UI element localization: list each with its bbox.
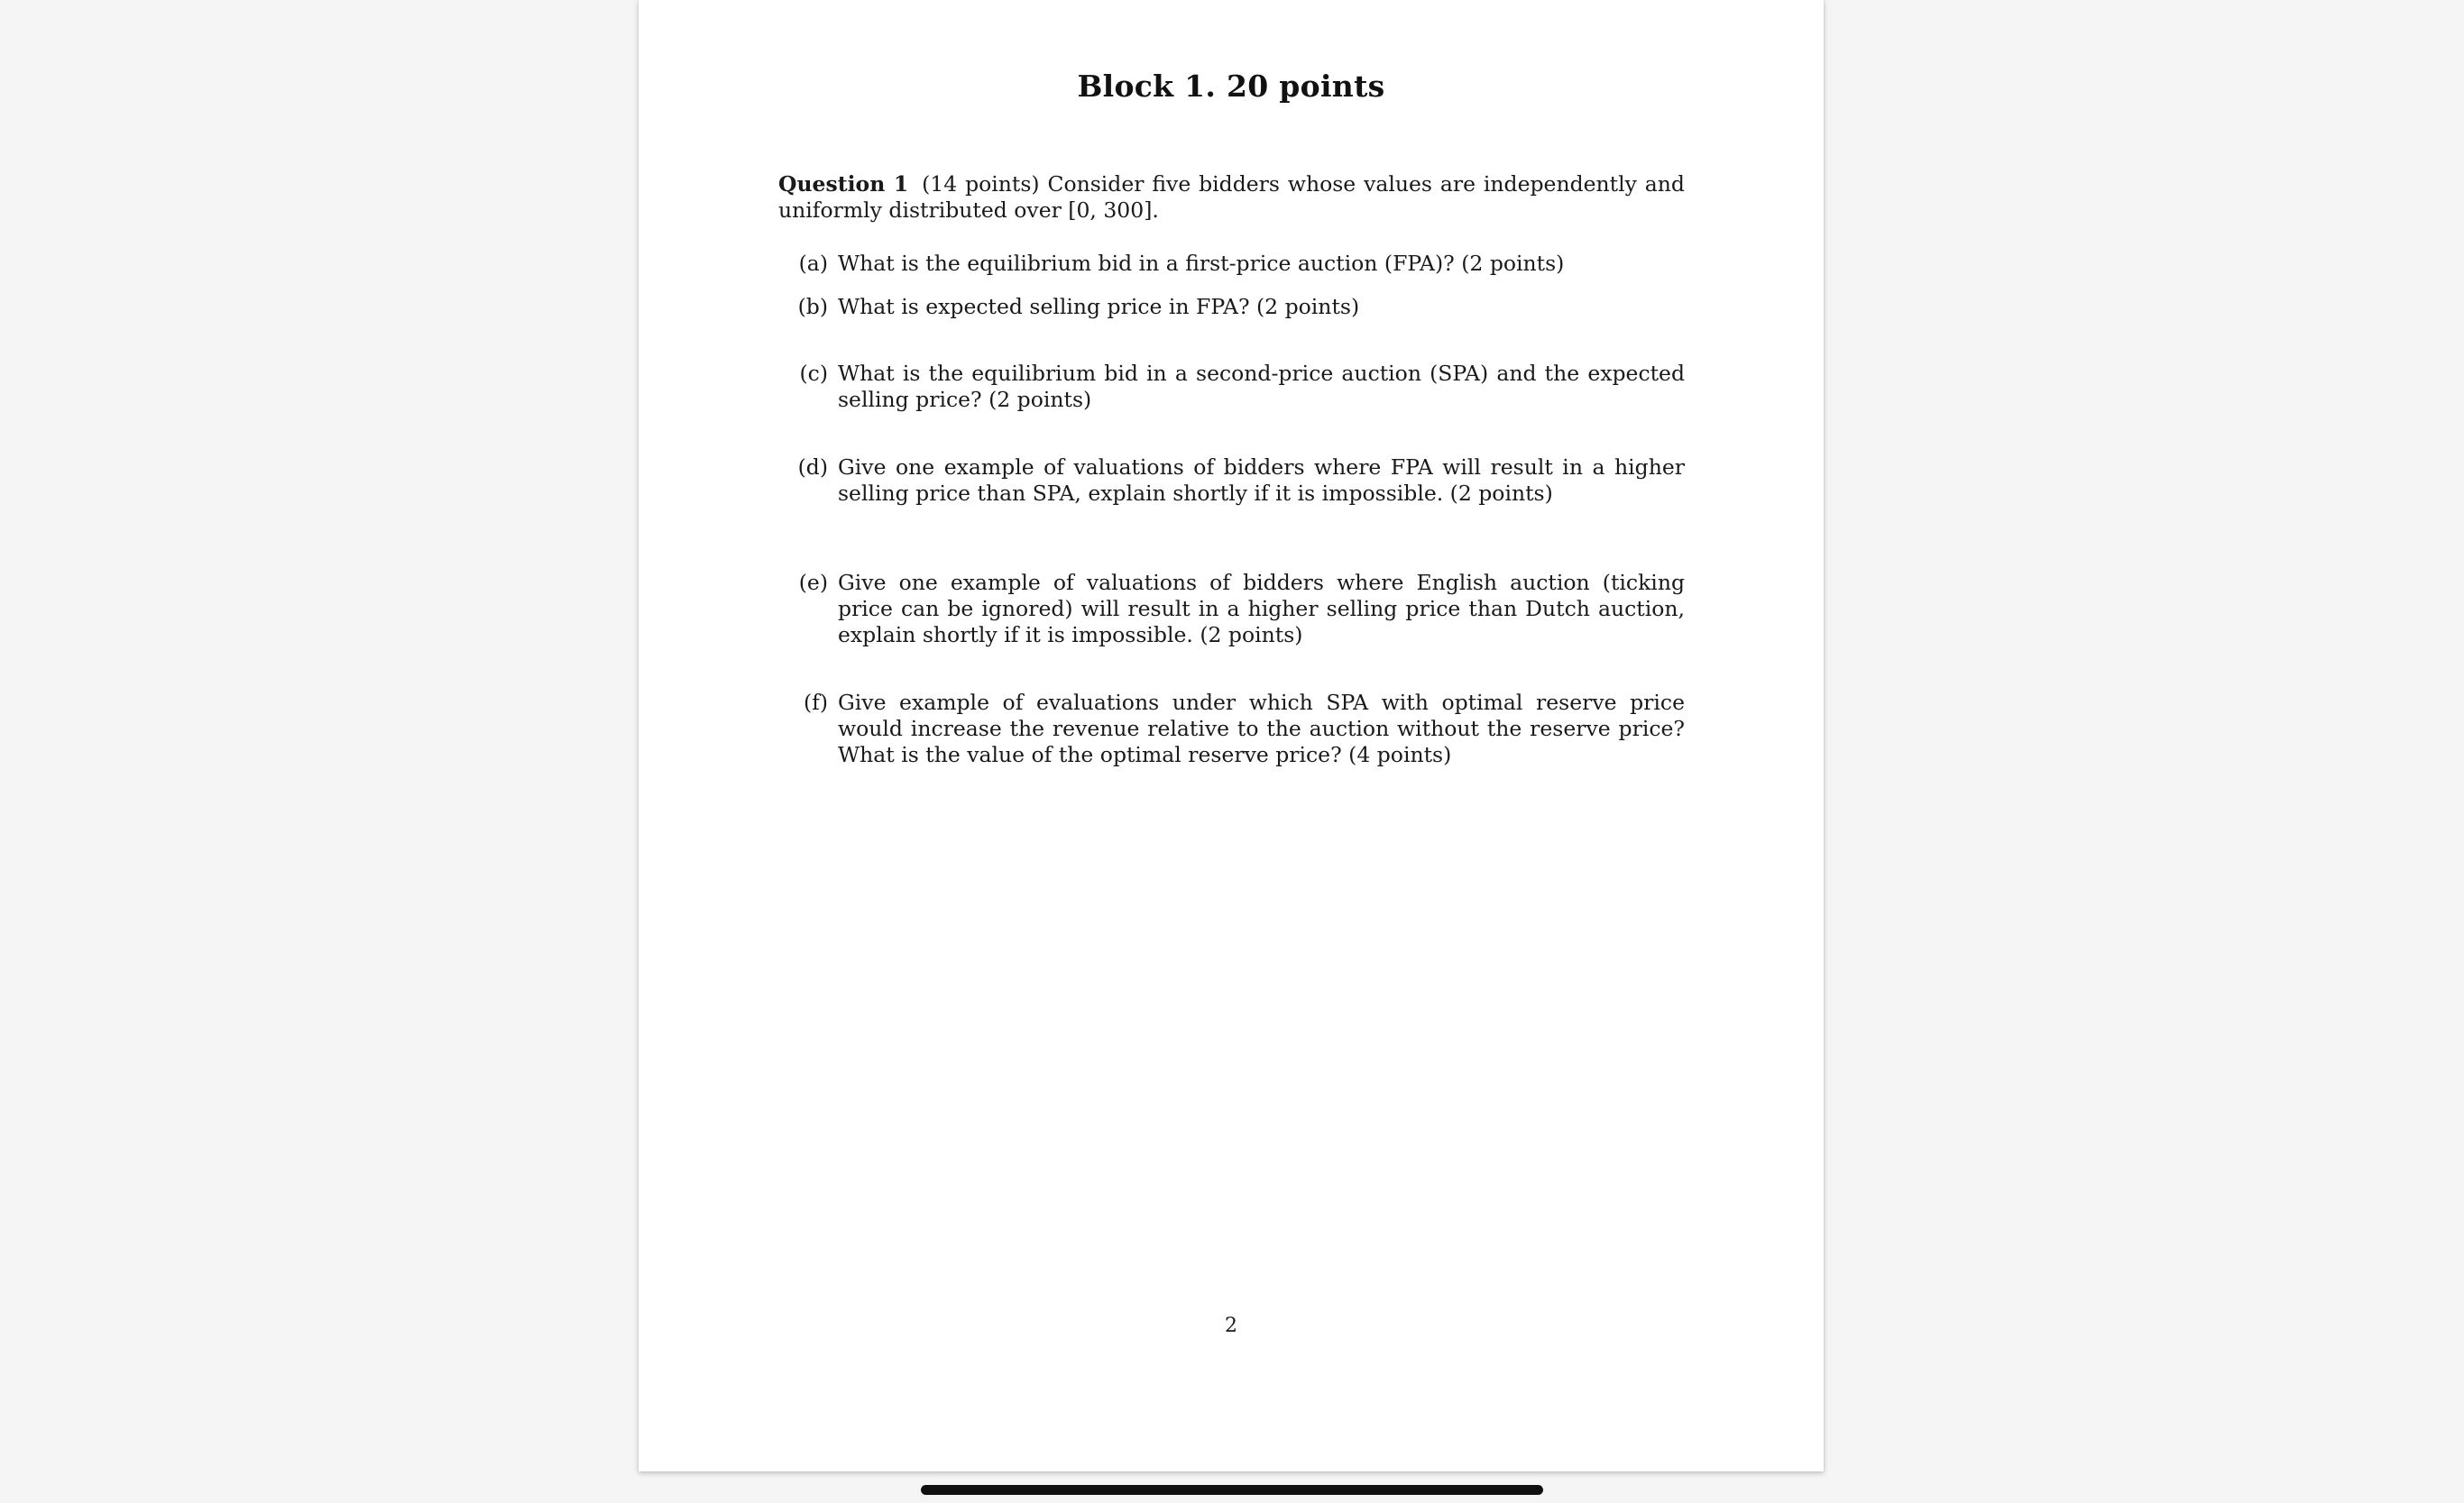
item-text: What is the equilibrium bid in a second-price auction (SPA) and the expected selling price? (2 points): [838, 361, 1685, 412]
home-indicator-bar[interactable]: [921, 1485, 1543, 1495]
item-marker: (f): [803, 690, 828, 715]
list-item-c: [778, 361, 1685, 413]
list-item-d: [778, 454, 1685, 507]
block-title: Block 1. 20 points: [1077, 69, 1385, 104]
item-marker: (e): [798, 570, 828, 595]
item-text: What is the equilibrium bid in a first-price auction (FPA)? (2 points): [838, 251, 1565, 276]
item-text: Give one example of valuations of bidders where English auction (ticking price can be ignored) will result in a higher selling price than Dutch auction, explain shortly if it is impossible. (2 points): [838, 570, 1685, 647]
item-text: Give one example of valuations of bidders where FPA will result in a higher selling price than SPA, explain shortly if it is impossible. (2 points): [838, 454, 1685, 506]
page-number: 2: [1225, 1315, 1237, 1337]
item-marker: (d): [797, 454, 828, 480]
list-item-e: [778, 570, 1685, 648]
question-intro: [778, 171, 1685, 224]
item-marker: (b): [797, 294, 828, 319]
question-label: Question 1: [778, 171, 909, 197]
list-item-b: [778, 294, 1685, 320]
list-item-a: [778, 251, 1685, 277]
list-item-f: [778, 690, 1685, 768]
item-marker: (c): [799, 361, 828, 386]
item-text: What is expected selling price in FPA? (2 points): [838, 294, 1360, 319]
document-page: [639, 0, 1824, 1471]
item-text: Give example of evaluations under which SPA with optimal reserve price would increase the revenue relative to the auction without the reserve price? What is the value of the optimal reserve price? (4 points): [838, 690, 1685, 767]
question-intro-text: (14 points) Consider five bidders whose values are independently and uniformly distributed over [0, 300].: [778, 171, 1685, 223]
item-marker: (a): [798, 251, 828, 276]
